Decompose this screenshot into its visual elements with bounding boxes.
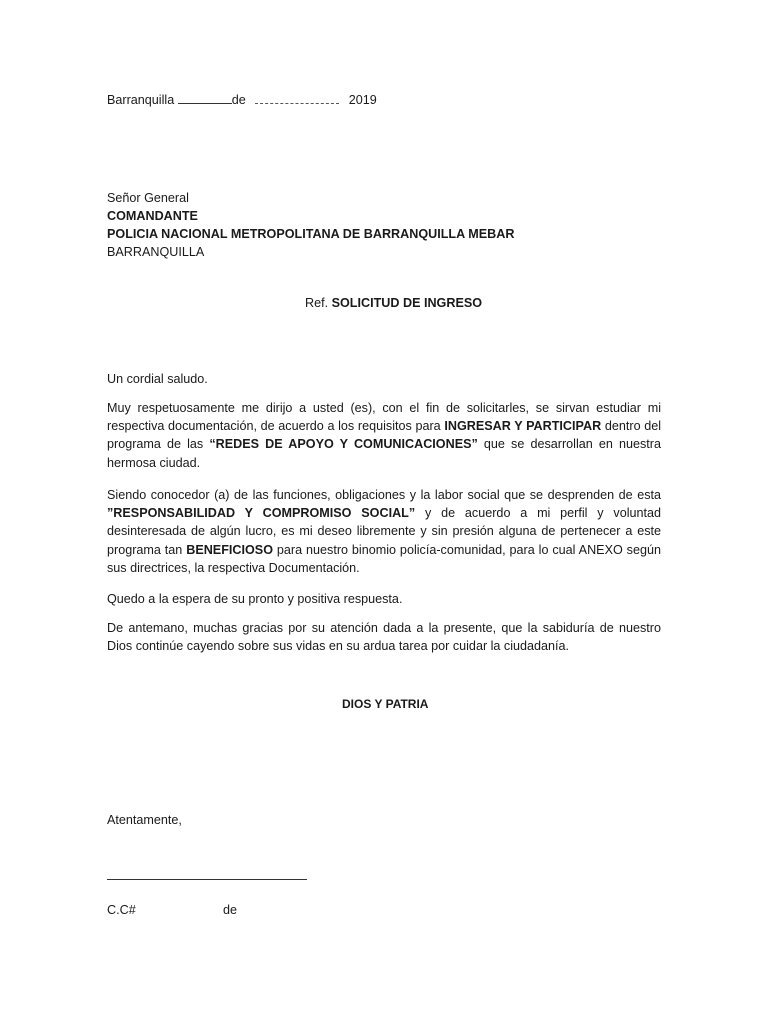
- signature-line: [107, 879, 307, 880]
- paragraph-1: [107, 399, 661, 472]
- date-year: 2019: [348, 93, 377, 107]
- closing-farewell: Atentamente,: [107, 813, 182, 827]
- date-de: de: [231, 93, 246, 107]
- recipient-city: BARRANQUILLA: [107, 245, 205, 259]
- paragraph-2: [107, 486, 661, 577]
- p2-text-a: Siendo conocedor (a) de las funciones, obligaciones y la labor social que se desprenden de esta: [107, 488, 661, 502]
- cc-label: C.C#: [107, 903, 136, 917]
- date-month-blank: [255, 92, 339, 104]
- p1-text-e: que se desarrollan en nuestra hermosa ciudad.: [107, 437, 662, 470]
- recipient-rank: COMANDANTE: [107, 209, 198, 223]
- date-day-blank: [178, 92, 232, 104]
- date-line: [107, 91, 377, 109]
- cc-de: de: [223, 903, 238, 917]
- p1-text-a: Muy respetuosamente me dirijo a usted (es), con el fin de solicitarles, se sirvan estudiar mi respectiva documentación, de acuerdo a los requisitos para: [107, 401, 661, 434]
- recipient-salutation: Señor General: [107, 191, 189, 205]
- p2-bold-beneficioso: BENEFICIOSO: [186, 542, 273, 557]
- reference-line: [305, 294, 482, 312]
- p2-bold-responsabilidad: ”RESPONSABILIDAD Y COMPROMISO SOCIAL”: [107, 506, 416, 521]
- p1-bold-ingresar: INGRESAR Y PARTICIPAR: [444, 419, 602, 434]
- p2-text-c: y de acuerdo a mi perfil y voluntad desinteresada de algún lucro, es mi deseo libremente y sin presión alguna de pertenecer a este programa tan: [107, 506, 662, 557]
- reference-prefix: Ref.: [305, 296, 329, 310]
- closing-motto: DIOS Y PATRIA: [342, 697, 429, 711]
- paragraph-3: Quedo a la espera de su pronto y positiva respuesta.: [107, 592, 403, 606]
- p2-text-e: para nuestro binomio policía-comunidad, para lo cual ANEXO según sus directrices, la respectiva Documentación.: [107, 542, 661, 575]
- reference-subject: SOLICITUD DE INGRESO: [331, 296, 483, 310]
- date-city: Barranquilla: [107, 93, 175, 107]
- greeting: Un cordial saludo.: [107, 372, 208, 386]
- p1-bold-redes: “REDES DE APOYO Y COMUNICACIONES”: [209, 437, 478, 452]
- recipient-institution: POLICIA NACIONAL METROPOLITANA DE BARRANQUILLA MEBAR: [107, 227, 515, 241]
- paragraph-4: De antemano, muchas gracias por su atención dada a la presente, que la sabiduría de nuestro Dios continúe cayendo sobre sus vidas en su ardua tarea por cuidar la ciudadanía.: [107, 621, 661, 654]
- p1-text-c: dentro del programa de las: [107, 419, 662, 452]
